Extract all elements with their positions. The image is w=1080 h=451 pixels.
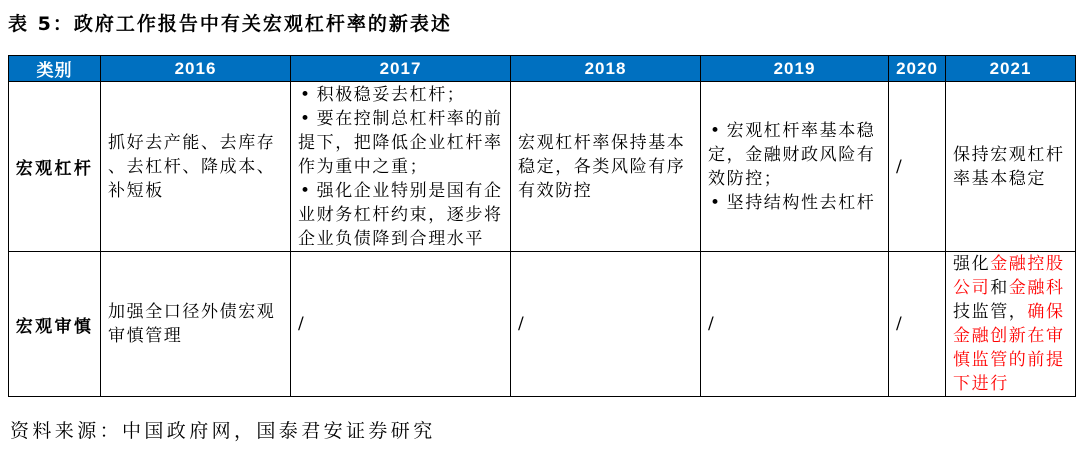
bullet-list (708, 119, 883, 215)
table-title: 表 5：政府工作报告中有关宏观杠杆率的新表述 (8, 13, 452, 35)
cell-macro-prudential-2017 (291, 252, 511, 397)
highlighted-text-segment: 确保金融创新在审慎监管的前提下进行 (953, 302, 1065, 394)
cell-text: / (518, 314, 526, 334)
cell-macro-prudential-2019 (701, 252, 889, 397)
cell-text (953, 252, 1073, 396)
cell-macro-leverage-2016 (101, 82, 291, 252)
cell-text: 抓好去产能、去库存、去杠杆、降成本、补短板 (108, 132, 276, 201)
cell-macro-prudential-2021 (946, 252, 1076, 397)
header-2016: 2016 (101, 56, 291, 82)
cell-macro-leverage-2017 (291, 82, 511, 252)
cell-text: 加强全口径外债宏观审慎管理 (108, 302, 276, 346)
text-segment: 强化 (953, 254, 991, 274)
source-note: 资料来源：中国政府网，国泰君安证券研究 (10, 420, 436, 442)
header-2020: 2020 (889, 56, 946, 82)
cell-macro-leverage-2018 (511, 82, 701, 252)
cell-text: / (708, 314, 716, 334)
bullet-item: • 强化企业特别是国有企业财务杠杆约束，逐步将企业负债降到合理水平 (298, 179, 510, 251)
header-2019: 2019 (701, 56, 889, 82)
cell-macro-prudential-2018 (511, 252, 701, 397)
bullet-list (298, 83, 510, 251)
cell-macro-prudential-2016 (101, 252, 291, 397)
leverage-statement-table (8, 55, 1076, 397)
row-label-macro-leverage: 宏观杠杆 (9, 82, 101, 252)
header-category: 类别 (9, 56, 101, 82)
cell-text: 保持宏观杠杆率基本稳定 (953, 144, 1065, 189)
bullet-item: • 坚持结构性去杠杆 (708, 191, 883, 215)
highlighted-text-segment: 金融科 (1008, 278, 1065, 298)
cell-macro-leverage-2021 (946, 82, 1076, 252)
cell-macro-prudential-2020 (889, 252, 946, 397)
cell-macro-leverage-2019 (701, 82, 889, 252)
cell-text: / (896, 156, 904, 177)
cell-text: / (298, 314, 306, 334)
text-segment: 技监管， (953, 302, 1028, 322)
bullet-item: • 积极稳妥去杠杆； (298, 83, 510, 107)
bullet-item: • 宏观杠杆率基本稳定，金融财政风险有效防控； (708, 119, 883, 191)
header-2017: 2017 (291, 56, 511, 82)
header-2018: 2018 (511, 56, 701, 82)
bullet-item: • 要在控制总杠杆率的前提下，把降低企业杠杆率作为重中之重； (298, 107, 510, 179)
header-2021: 2021 (946, 56, 1076, 82)
row-label-macro-prudential: 宏观审慎 (9, 252, 101, 397)
highlighted-text-segment: 金融控股公司 (953, 254, 1065, 298)
cell-macro-leverage-2020 (889, 82, 946, 252)
cell-text: / (896, 314, 904, 334)
cell-text: 宏观杠杆率保持基本稳定，各类风险有序有效防控 (518, 132, 686, 201)
text-segment: 和 (990, 278, 1009, 298)
